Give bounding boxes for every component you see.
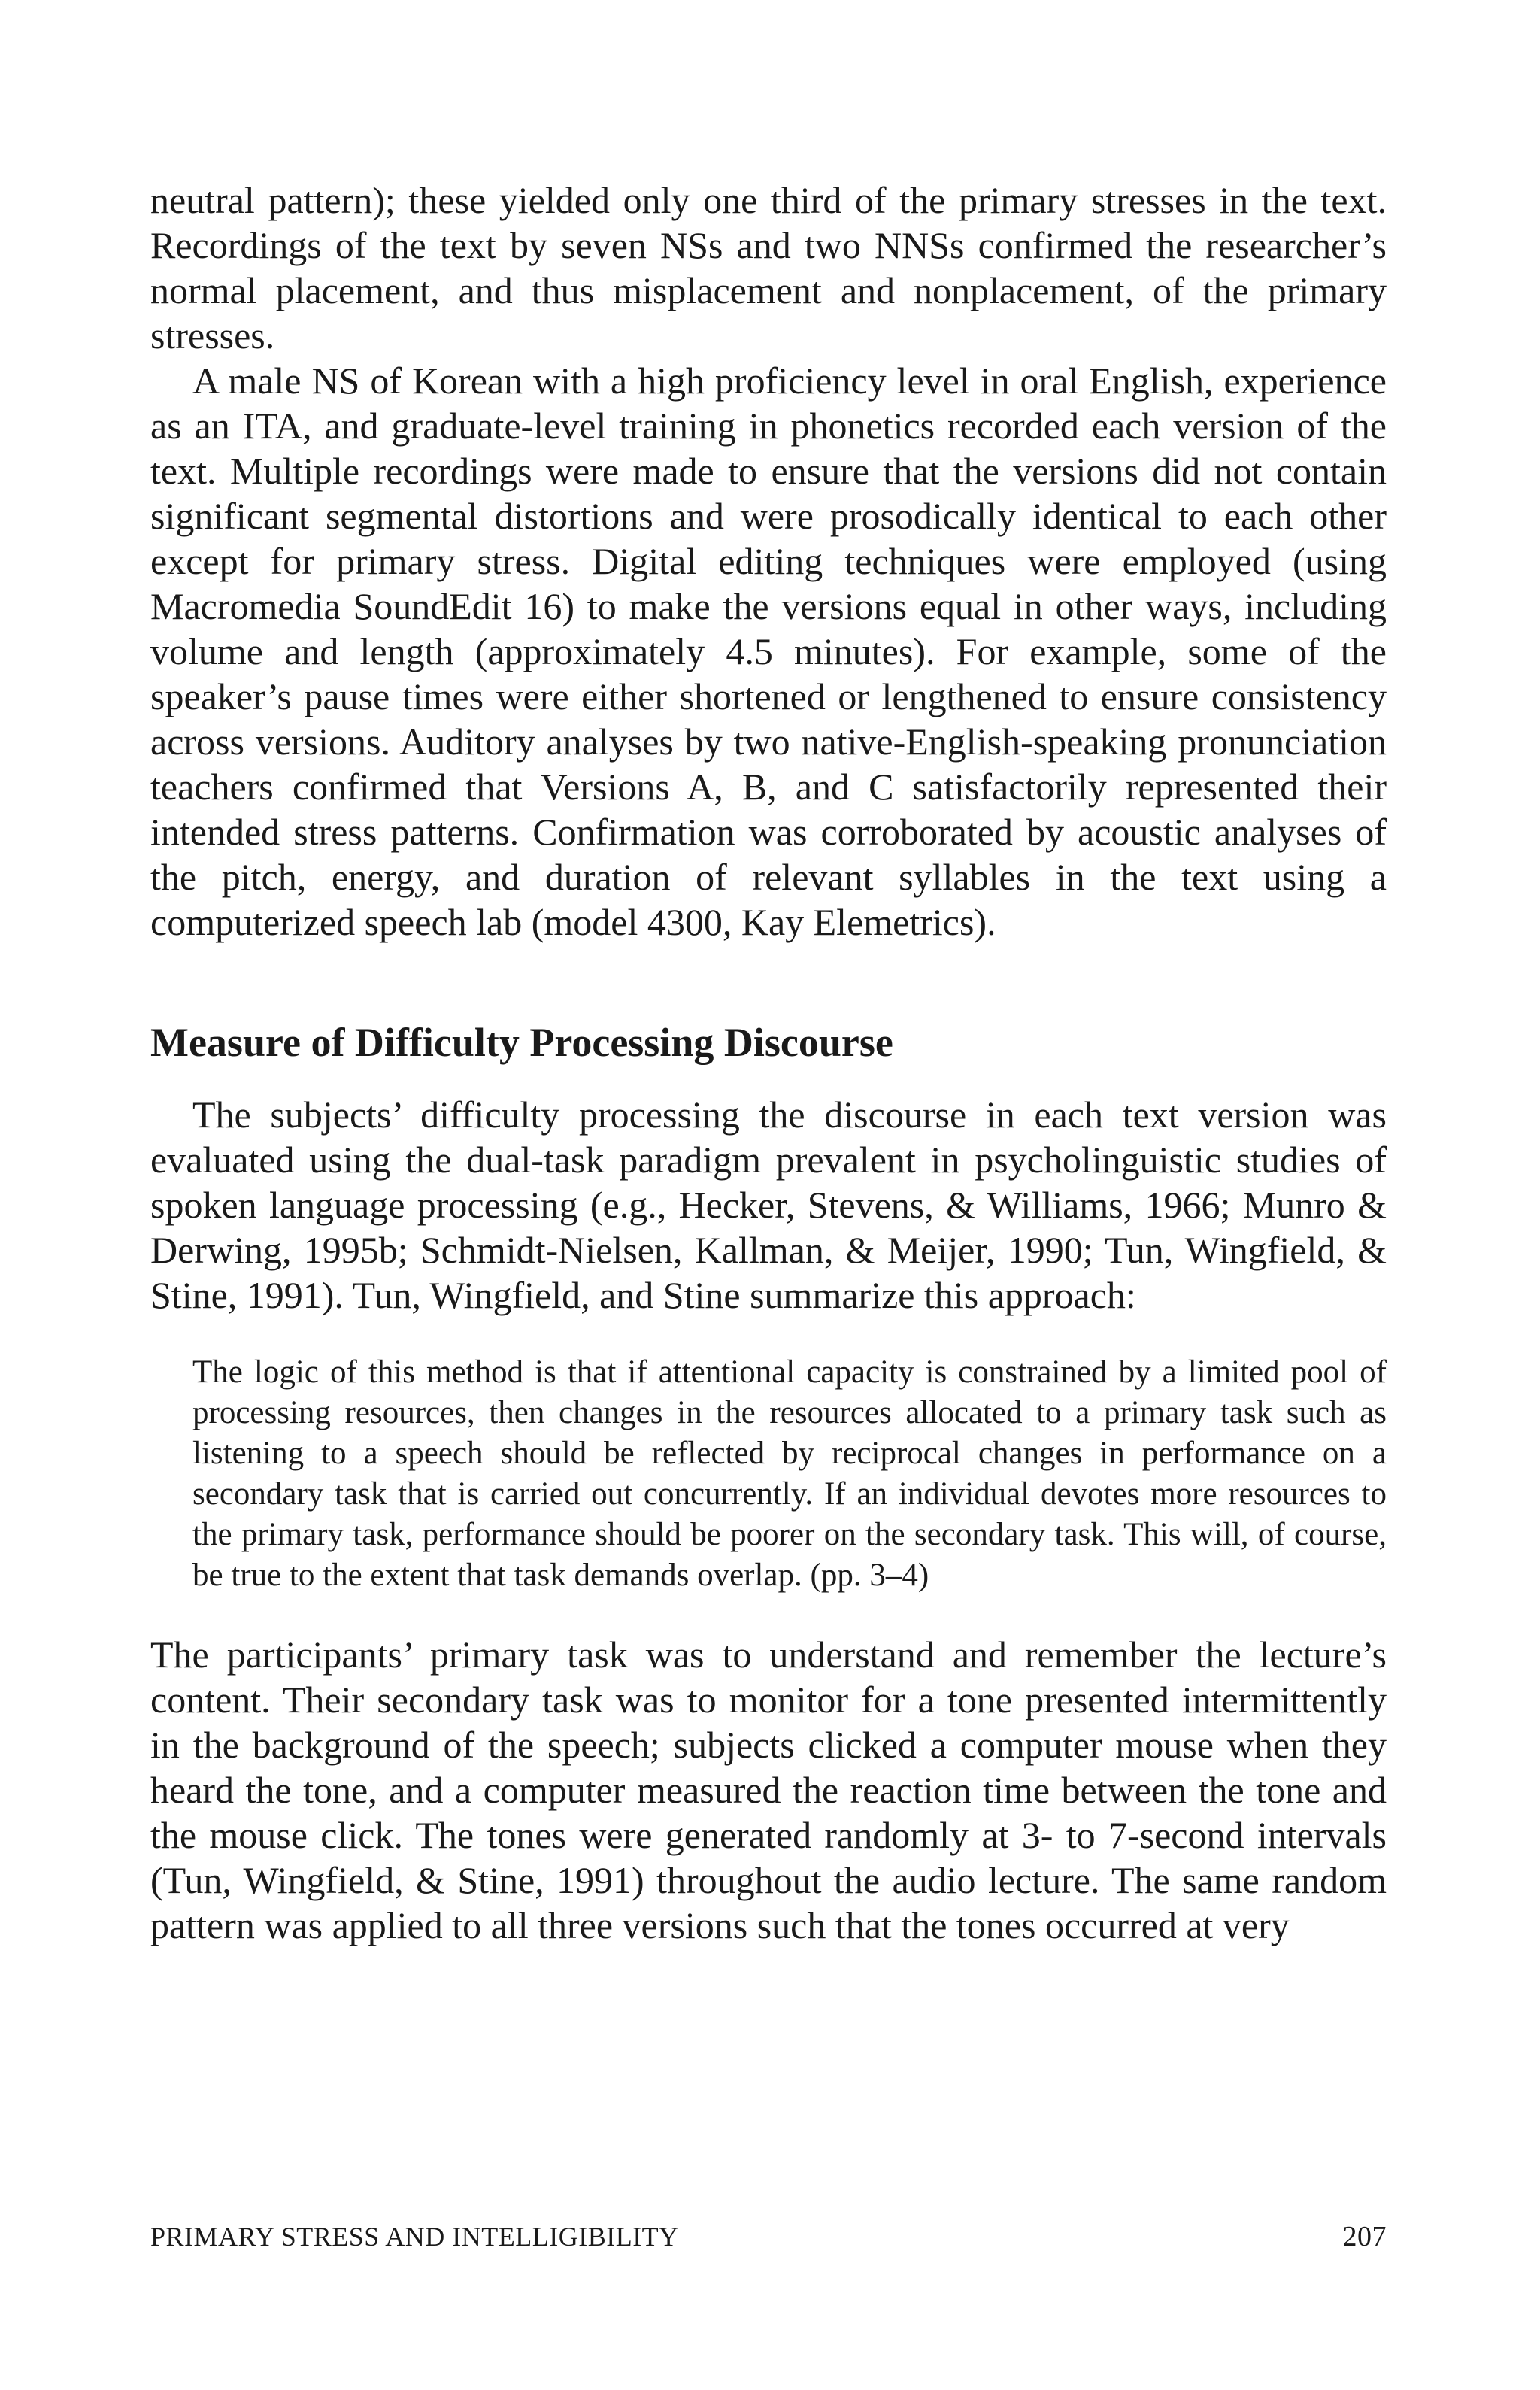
paragraph-continuation: neutral pattern); these yielded only one third of the primary stresses in the text. Recordings of the text by seven NSs and two NNSs confirmed the researcher’s normal placement, and thus misplacement and nonplacement, of the primary stresses. — [150, 179, 1387, 356]
paragraph-recording-details: A male NS of Korean with a high proficiency level in oral English, experience as an ITA, and graduate-level training in phonetics recorded each version of the text. Multiple recordings were made to ensure that the versions did not contain significant segmental distortions and were prosodically identical to each other except for primary stress. Digital editing techniques were employed (using Macromedia SoundEdit 16) to make the versions equal in other ways, including volume and length (approximately 4.5 minutes). For example, some of the speaker’s pause times were either shortened or lengthened to ensure consistency across versions. Auditory analyses by two native-English-speaking pronunciation teachers confirmed that Versions A, B, and C satisfactorily represented their intended stress patterns. Confirmation was corroborated by acoustic analyses of the pitch, energy, and duration of relevant syllables in the text using a computerized speech lab (model 4300, Kay Elemetrics). — [150, 359, 1387, 943]
running-title: PRIMARY STRESS AND INTELLIGIBILITY — [150, 2222, 679, 2252]
section-heading: Measure of Difficulty Processing Discourse — [150, 1020, 893, 1065]
paragraph-dual-task: The subjects’ difficulty processing the discourse in each text version was evaluated using the dual-task paradigm prevalent in psycholinguistic studies of spoken language processing (e.g., Hecker, Stevens, & Williams, 1966; Munro & Derwing, 1995b; Schmidt-Nielsen, Kallman, & Meijer, 1990; Tun, Wingfield, & Stine, 1991). Tun, Wingfield, and Stine summarize this approach: — [150, 1093, 1387, 1316]
page-number: 207 — [1342, 2221, 1387, 2252]
page-content — [150, 177, 1387, 1948]
paragraph-primary-task: The participants’ primary task was to understand and remember the lecture’s content. Their secondary task was to monitor for a tone presented intermittently in the background of the speech; subjects clicked a computer mouse when they heard the tone, and a computer measured the reaction time between the tone and the mouse click. The tones were generated randomly at 3- to 7-second intervals (Tun, Wingfield, & Stine, 1991) throughout the audio lecture. The same random pattern was applied to all three versions such that the tones occurred at very — [150, 1633, 1387, 1946]
block-quote: The logic of this method is that if attentional capacity is constrained by a limited pool of processing resources, then changes in the resources allocated to a primary task such as listening to a speech should be reflected by reciprocal changes in performance on a secondary task that is carried out concurrently. If an individual devotes more resources to the primary task, performance should be poorer on the secondary task. This will, of course, be true to the extent that task demands overlap. (pp. 3–4) — [192, 1354, 1387, 1593]
page-footer — [150, 2219, 1387, 2254]
